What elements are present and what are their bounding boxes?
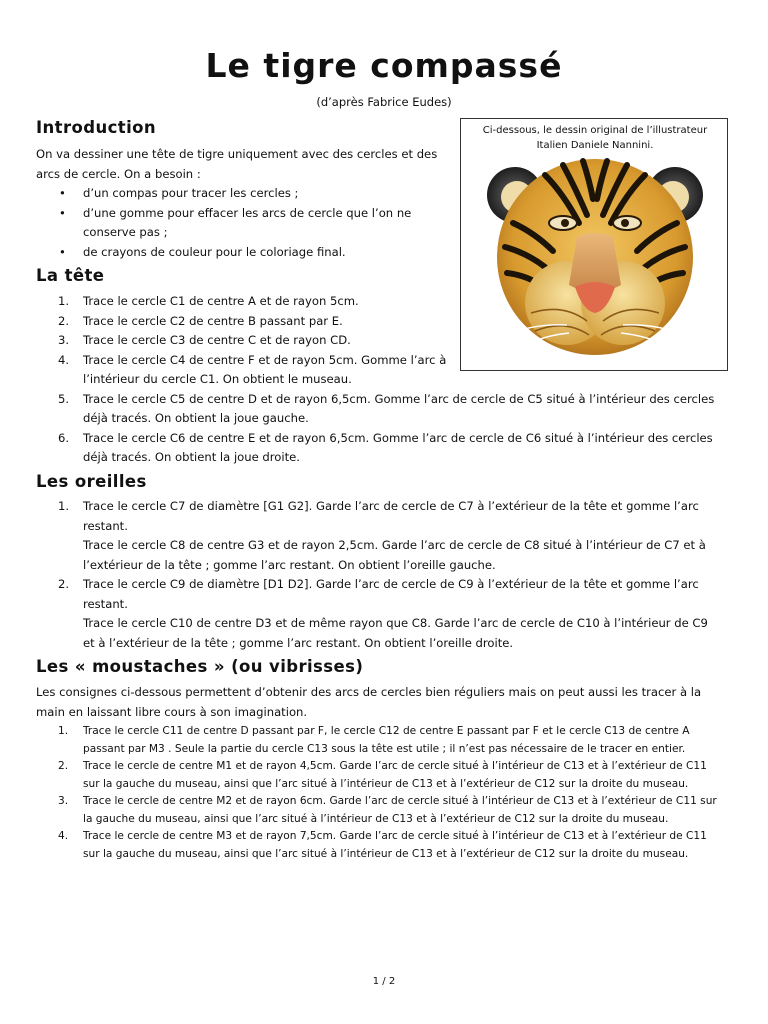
page-subtitle: (d’après Fabrice Eudes): [316, 95, 452, 109]
whiskers-intro-line-1: Les consignes ci-dessous permettent d’obtenir des arcs de cercles bien réguliers mais on peut aussi les tracer à la: [36, 685, 702, 699]
page-number: 1 / 2: [372, 976, 396, 987]
figure-caption-line-1: Ci-dessous, le dessin original de l’illustrateur: [482, 125, 708, 136]
whiskers-intro-line-2: main en laissant libre cours à son imagination.: [36, 704, 308, 719]
head-heading: La tête: [36, 266, 105, 285]
figure-caption-line-2: Italien Daniele Nannini.: [536, 140, 654, 151]
intro-heading: Introduction: [36, 118, 157, 137]
bullet-dot: •: [59, 205, 66, 220]
figure-caption: [461, 123, 729, 153]
right-pupil: [621, 219, 629, 227]
left-pupil: [561, 219, 569, 227]
intro-line-2: arcs de cercle. On a besoin :: [36, 166, 201, 181]
bullet-dot: •: [59, 186, 66, 200]
ears-heading: Les oreilles: [36, 472, 147, 491]
intro-line-1: On va dessiner une tête de tigre uniquement avec des cercles et des: [36, 147, 438, 161]
whiskers-heading: Les « moustaches » (ou vibrisses): [36, 657, 364, 676]
bullet-dot: •: [59, 244, 66, 259]
page-title: Le tigre compassé: [205, 46, 563, 85]
